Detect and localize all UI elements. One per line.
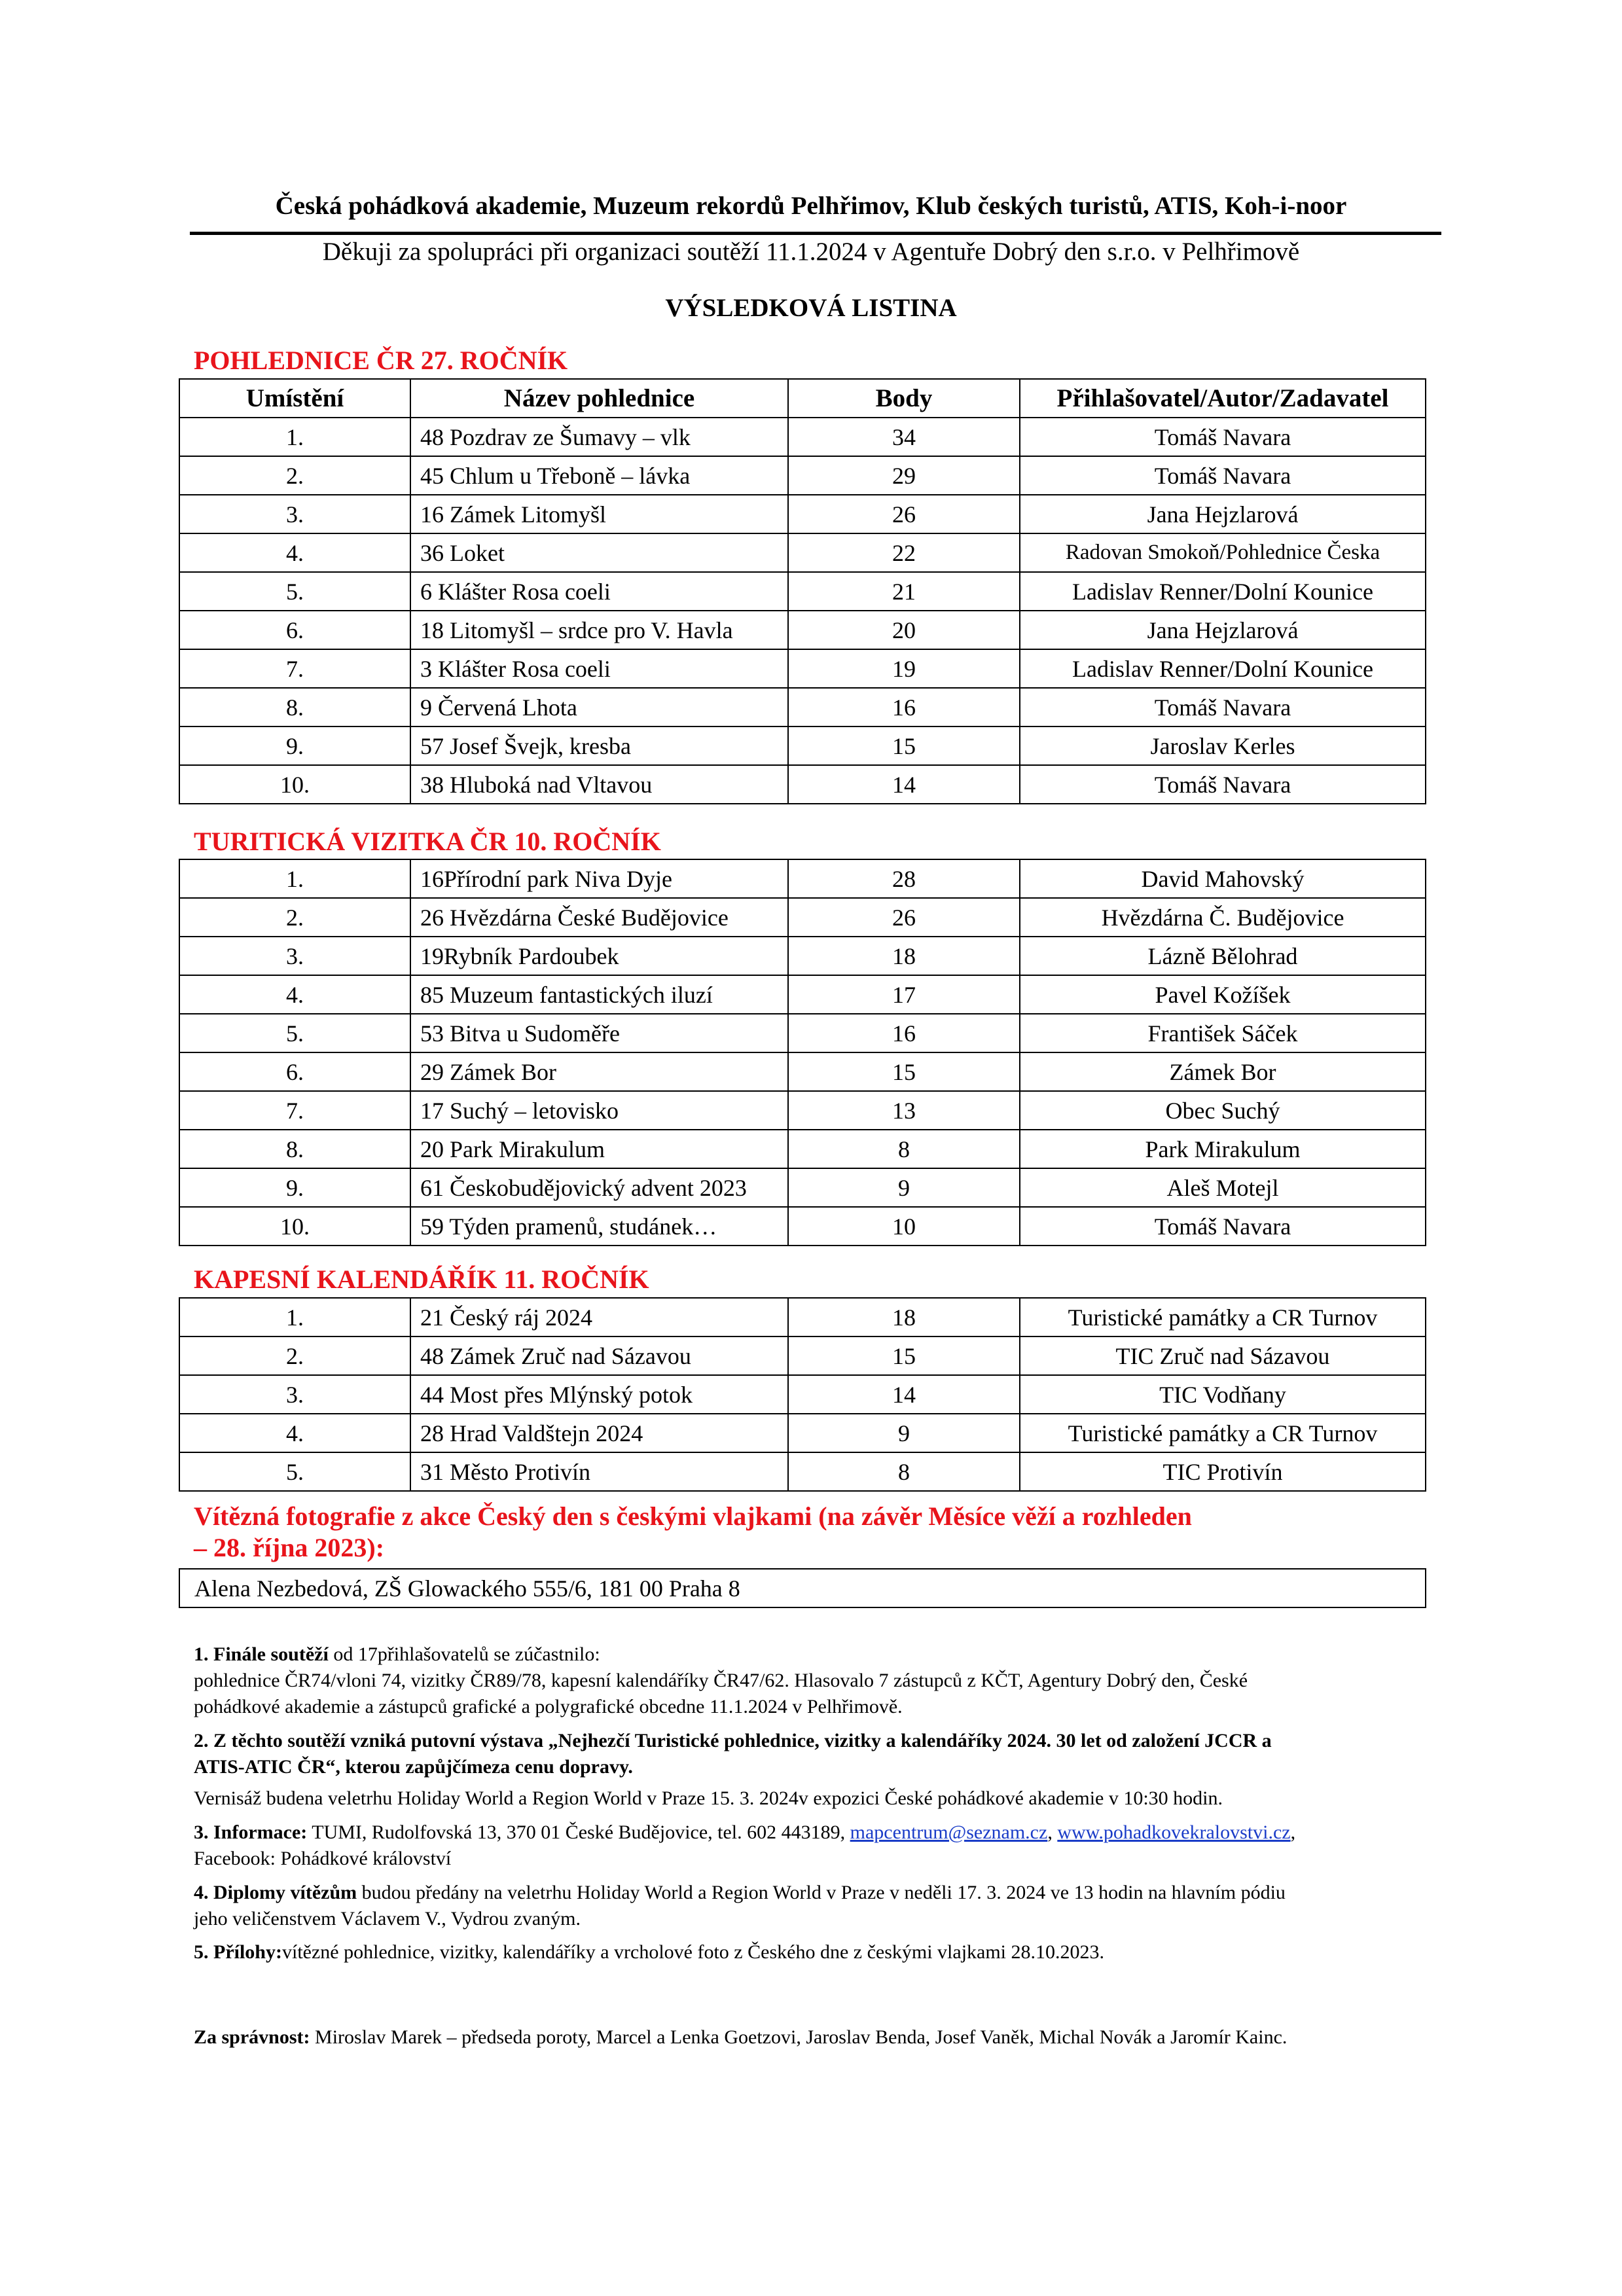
table-row	[179, 1052, 1426, 1091]
note-3-text: TUMI, Rudolfovská 13, 370 01 České Budějovice, tel. 602 443189,	[307, 1821, 850, 1843]
cell-name: 44 Most přes Mlýnský potok	[410, 1375, 788, 1414]
cell-name: 17 Suchý – letovisko	[410, 1091, 788, 1130]
cell-name: 59 Týden pramenů, studánek…	[410, 1207, 788, 1246]
cell-points: 17	[788, 975, 1020, 1014]
photo-winner-box	[179, 1568, 1426, 1608]
cell-author: Tomáš Navara	[1020, 456, 1426, 495]
cell-name: 19Rybník Pardoubek	[410, 937, 788, 975]
cell-points: 26	[788, 495, 1020, 533]
signatories	[194, 2024, 1437, 2051]
cell-name: 48 Pozdrav ze Šumavy – vlk	[410, 418, 788, 456]
note-2-line1: 2. Z těchto soutěží vzniká putovní výstava „Nejhezčí Turistické pohlednice, vizitky a kalendáříky 2024. 30 let od založení JCCR a	[194, 1730, 1272, 1751]
cell-author: Tomáš Navara	[1020, 418, 1426, 456]
table-row	[179, 495, 1426, 533]
cell-points: 26	[788, 898, 1020, 937]
note-4-line2: jeho veličenstvem Václavem V., Vydrou zvaným.	[194, 1908, 581, 1929]
results-table-postcards	[179, 378, 1426, 804]
cell-points: 16	[788, 688, 1020, 726]
section-title-postcards: POHLEDNICE ČR 27. ROČNÍK	[194, 346, 568, 375]
table-row	[179, 611, 1426, 649]
cell-name: 45 Chlum u Třeboně – lávka	[410, 456, 788, 495]
cell-points: 8	[788, 1452, 1020, 1491]
cell-name: 53 Bitva u Sudoměře	[410, 1014, 788, 1052]
cell-points: 15	[788, 1336, 1020, 1375]
cell-name: 16Přírodní park Niva Dyje	[410, 859, 788, 898]
cell-placement: 3.	[179, 495, 410, 533]
cell-author: Radovan Smokoň/Pohlednice Česka	[1020, 533, 1426, 572]
cell-placement: 7.	[179, 1091, 410, 1130]
note-5-head: 5. Přílohy:	[194, 1941, 282, 1963]
note-4-text: budou předány na veletrhu Holiday World a Region World v Praze v neděli 17. 3. 2024 ve 13 hodin na hlavním pódiu	[357, 1882, 1286, 1903]
cell-points: 14	[788, 765, 1020, 804]
col-header-name: Název pohlednice	[410, 379, 788, 418]
cell-author: Jaroslav Kerles	[1020, 726, 1426, 765]
cell-name: 3 Klášter Rosa coeli	[410, 649, 788, 688]
cell-placement: 6.	[179, 1052, 410, 1091]
table-row	[179, 859, 1426, 898]
cell-author: Hvězdárna Č. Budějovice	[1020, 898, 1426, 937]
cell-name: 61 Českobudějovický advent 2023	[410, 1168, 788, 1207]
cell-author: David Mahovský	[1020, 859, 1426, 898]
cell-placement: 4.	[179, 1414, 410, 1452]
table-row	[179, 1091, 1426, 1130]
cell-placement: 2.	[179, 898, 410, 937]
cell-name: 28 Hrad Valdštejn 2024	[410, 1414, 788, 1452]
cell-points: 22	[788, 533, 1020, 572]
col-header-placement: Umístění	[179, 379, 410, 418]
table-row	[179, 898, 1426, 937]
table-row	[179, 533, 1426, 572]
table-row	[179, 1452, 1426, 1491]
cell-author: Lázně Bělohrad	[1020, 937, 1426, 975]
note-4	[194, 1880, 1437, 1932]
table-row	[179, 1336, 1426, 1375]
cell-points: 19	[788, 649, 1020, 688]
signatories-text: Miroslav Marek – předseda poroty, Marcel a Lenka Goetzovi, Jaroslav Benda, Josef Vaněk, Michal Novák a Jaromír Kainc.	[310, 2026, 1288, 2048]
cell-author: Park Mirakulum	[1020, 1130, 1426, 1168]
table-row	[179, 1168, 1426, 1207]
cell-author: Ladislav Renner/Dolní Kounice	[1020, 649, 1426, 688]
cell-name: 29 Zámek Bor	[410, 1052, 788, 1091]
table-row	[179, 726, 1426, 765]
cell-author: Jana Hejzlarová	[1020, 611, 1426, 649]
table-row	[179, 572, 1426, 611]
cell-points: 10	[788, 1207, 1020, 1246]
table-row	[179, 1414, 1426, 1452]
photo-title-line2: – 28. října 2023):	[194, 1533, 385, 1562]
cell-name: 26 Hvězdárna České Budějovice	[410, 898, 788, 937]
cell-author: Aleš Motejl	[1020, 1168, 1426, 1207]
table-row	[179, 1375, 1426, 1414]
cell-placement: 1.	[179, 418, 410, 456]
results-table-cards	[179, 859, 1426, 1246]
table-row	[179, 456, 1426, 495]
cell-points: 29	[788, 456, 1020, 495]
table-header-row	[179, 379, 1426, 418]
cell-placement: 9.	[179, 1168, 410, 1207]
cell-author: Pavel Kožíšek	[1020, 975, 1426, 1014]
cell-placement: 3.	[179, 937, 410, 975]
table-row	[179, 1130, 1426, 1168]
cell-points: 8	[788, 1130, 1020, 1168]
cell-placement: 3.	[179, 1375, 410, 1414]
col-header-author: Přihlašovatel/Autor/Zadavatel	[1020, 379, 1426, 418]
table-row	[179, 1298, 1426, 1336]
cell-placement: 4.	[179, 533, 410, 572]
table-row	[179, 1014, 1426, 1052]
website-link[interactable]: www.pohadkovekralovstvi.cz	[1057, 1821, 1291, 1843]
cell-placement: 1.	[179, 1298, 410, 1336]
cell-author: TIC Protivín	[1020, 1452, 1426, 1491]
note-3-end: ,	[1290, 1821, 1296, 1843]
cell-author: Ladislav Renner/Dolní Kounice	[1020, 572, 1426, 611]
cell-points: 16	[788, 1014, 1020, 1052]
cell-points: 18	[788, 937, 1020, 975]
cell-points: 9	[788, 1414, 1020, 1452]
section-title-cards: TURITICKÁ VIZITKA ČR 10. ROČNÍK	[194, 827, 661, 856]
cell-author: František Sáček	[1020, 1014, 1426, 1052]
note-3-sep: ,	[1047, 1821, 1058, 1843]
note-1	[194, 1641, 1437, 1720]
cell-author: Tomáš Navara	[1020, 765, 1426, 804]
cell-points: 20	[788, 611, 1020, 649]
photo-winner: Alena Nezbedová, ZŠ Glowackého 555/6, 181 00 Praha 8	[194, 1575, 740, 1602]
cell-name: 16 Zámek Litomyšl	[410, 495, 788, 533]
cell-points: 21	[788, 572, 1020, 611]
cell-name: 20 Park Mirakulum	[410, 1130, 788, 1168]
cell-placement: 5.	[179, 572, 410, 611]
signatories-head: Za správnost:	[194, 2026, 310, 2048]
cell-placement: 6.	[179, 611, 410, 649]
note-3-head: 3. Informace:	[194, 1821, 308, 1843]
thanks-line: Děkuji za spolupráci při organizaci soutěží 11.1.2024 v Agentuře Dobrý den s.r.o. v Pelhřimově	[322, 238, 1300, 266]
table-row	[179, 418, 1426, 456]
cell-points: 15	[788, 1052, 1020, 1091]
note-3-line2: Facebook: Pohádkové království	[194, 1848, 452, 1869]
cell-placement: 7.	[179, 649, 410, 688]
cell-points: 34	[788, 418, 1020, 456]
cell-placement: 10.	[179, 765, 410, 804]
page-title: VÝSLEDKOVÁ LISTINA	[665, 294, 957, 322]
organizers-header: Česká pohádková akademie, Muzeum rekordů Pelhřimov, Klub českých turistů, ATIS, Koh-i-noor	[275, 192, 1347, 220]
note-1-head: 1. Finále soutěží	[194, 1643, 329, 1665]
photo-title-line1: Vítězná fotografie z akce Český den s českými vlajkami (na závěr Měsíce věží a rozhleden	[194, 1501, 1192, 1531]
section-title-calendars: KAPESNÍ KALENDÁŘÍK 11. ROČNÍK	[194, 1265, 649, 1294]
cell-name: 31 Město Protivín	[410, 1452, 788, 1491]
col-header-points: Body	[788, 379, 1020, 418]
note-1-line2: pohlednice ČR74/vloni 74, vizitky ČR89/78, kapesní kalendáříky ČR47/62. Hlasovalo 7 zástupců z KČT, Agentury Dobrý den, České	[194, 1670, 1248, 1691]
cell-name: 85 Muzeum fantastických iluzí	[410, 975, 788, 1014]
cell-name: 6 Klášter Rosa coeli	[410, 572, 788, 611]
note-4-head: 4. Diplomy vítězům	[194, 1882, 357, 1903]
note-1-text: od 17přihlašovatelů se zúčastnilo:	[328, 1643, 600, 1665]
cell-placement: 4.	[179, 975, 410, 1014]
table-row	[179, 765, 1426, 804]
cell-placement: 1.	[179, 859, 410, 898]
cell-points: 9	[788, 1168, 1020, 1207]
cell-placement: 8.	[179, 688, 410, 726]
cell-points: 15	[788, 726, 1020, 765]
cell-points: 18	[788, 1298, 1020, 1336]
cell-name: 9 Červená Lhota	[410, 688, 788, 726]
cell-points: 13	[788, 1091, 1020, 1130]
cell-points: 28	[788, 859, 1020, 898]
note-5-text: vítězné pohlednice, vizitky, kalendáříky a vrcholové foto z Českého dne z českými vlajkami 28.10.2023.	[282, 1941, 1105, 1963]
cell-name: 36 Loket	[410, 533, 788, 572]
cell-name: 48 Zámek Zruč nad Sázavou	[410, 1336, 788, 1375]
cell-author: Tomáš Navara	[1020, 1207, 1426, 1246]
cell-placement: 2.	[179, 456, 410, 495]
note-2-line2: ATIS-ATIC ČR“, kterou zapůjčímeza cenu dopravy.	[194, 1756, 633, 1778]
cell-name: 57 Josef Švejk, kresba	[410, 726, 788, 765]
header-rule	[190, 232, 1441, 235]
note-5	[194, 1939, 1437, 1965]
table-row	[179, 649, 1426, 688]
cell-author: Turistické památky a CR Turnov	[1020, 1298, 1426, 1336]
note-2	[194, 1728, 1437, 1812]
cell-placement: 8.	[179, 1130, 410, 1168]
cell-author: Tomáš Navara	[1020, 688, 1426, 726]
table-row	[179, 1207, 1426, 1246]
table-row	[179, 937, 1426, 975]
email-link[interactable]: mapcentrum@seznam.cz	[850, 1821, 1048, 1843]
results-table-calendars	[179, 1297, 1426, 1492]
cell-name: 21 Český ráj 2024	[410, 1298, 788, 1336]
cell-author: TIC Vodňany	[1020, 1375, 1426, 1414]
cell-author: Zámek Bor	[1020, 1052, 1426, 1091]
cell-placement: 10.	[179, 1207, 410, 1246]
note-3	[194, 1820, 1437, 1872]
cell-placement: 5.	[179, 1452, 410, 1491]
cell-author: Turistické památky a CR Turnov	[1020, 1414, 1426, 1452]
cell-author: TIC Zruč nad Sázavou	[1020, 1336, 1426, 1375]
cell-author: Obec Suchý	[1020, 1091, 1426, 1130]
note-2-line3: Vernisáž budena veletrhu Holiday World a Region World v Praze 15. 3. 2024v expozici České pohádkové akademie v 10:30 hodin.	[194, 1787, 1223, 1809]
cell-placement: 9.	[179, 726, 410, 765]
cell-author: Jana Hejzlarová	[1020, 495, 1426, 533]
table-row	[179, 688, 1426, 726]
table-row	[179, 975, 1426, 1014]
cell-points: 14	[788, 1375, 1020, 1414]
cell-name: 18 Litomyšl – srdce pro V. Havla	[410, 611, 788, 649]
cell-placement: 2.	[179, 1336, 410, 1375]
cell-placement: 5.	[179, 1014, 410, 1052]
note-1-line3: pohádkové akademie a zástupců grafické a polygrafické obcedne 11.1.2024 v Pelhřimově.	[194, 1696, 903, 1717]
cell-name: 38 Hluboká nad Vltavou	[410, 765, 788, 804]
